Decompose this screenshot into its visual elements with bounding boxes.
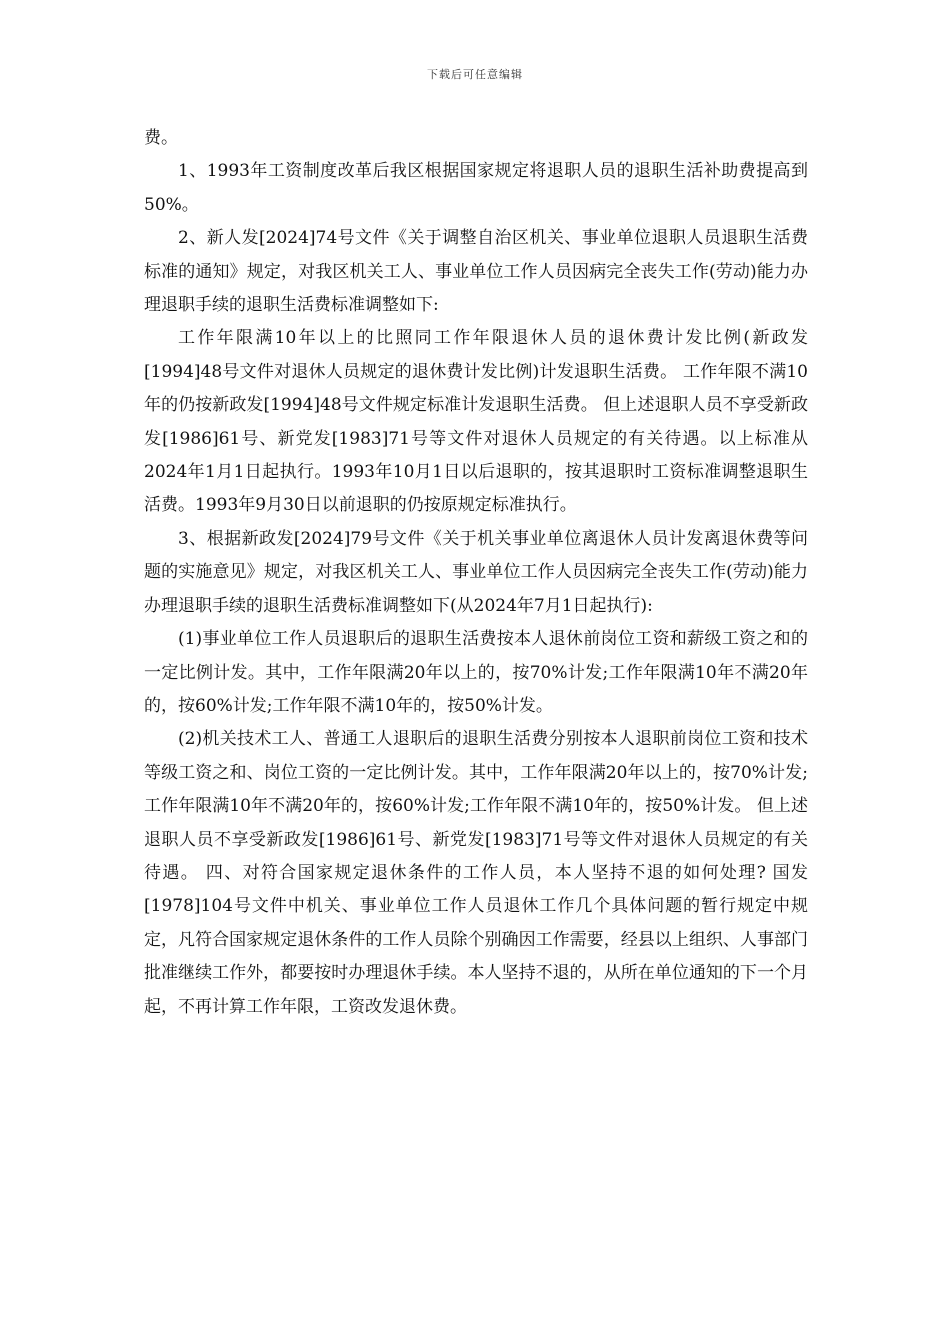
paragraph-item-2: 2、新人发[2024]74号文件《关于调整自治区机关、事业单位退职人员退职生活费标准的通知》规定，对我区机关工人、事业单位工作人员因病完全丧失工作(劳动)能力办理退职手续的退职生活费标准调整如下:	[144, 228, 808, 316]
paragraph-item-3-sub-2: (2)机关技术工人、普通工人退职后的退职生活费分别按本人退职前岗位工资和技术等级工资之和、岗位工资的一定比例计发。其中，工作年限满20年以上的，按70%计发;工作年限满10年不满20年的，按60%计发;工作年限不满10年的，按50%计发。 但上述退职人员不享受新政发[1986]61号、新党发[1983]71号等文件对退休人员规定的有关待遇。 四、对符合国家规定退休条件的工作人员，本人坚持不退的如何处理? 国发[1978]104号文件中机关、事业单位工作人员退休工作几个具体问题的暂行规定中规定，凡符合国家规定退休条件的工作人员除个别确因工作需要，经县以上组织、人事部门批准继续工作外，都要按时办理退休手续。本人坚持不退的，从所在单位通知的下一个月起，不再计算工作年限，工资改发退休费。	[144, 729, 808, 1017]
paragraph-item-3: 3、根据新政发[2024]79号文件《关于机关事业单位离退休人员计发离退休费等问题的实施意见》规定，对我区机关工人、事业单位工作人员因病完全丧失工作(劳动)能力办理退职手续的退职生活费标准调整如下(从2024年7月1日起执行):	[144, 528, 808, 616]
paragraph-item-2-detail: 工作年限满10年以上的比照同工作年限退休人员的退休费计发比例(新政发[1994]48号文件对退休人员规定的退休费计发比例)计发退职生活费。 工作年限不满10年的仍按新政发[1994]48号文件规定标准计发退职生活费。 但上述退职人员不享受新政发[1986]61号、新党发[1983]71号等文件对退休人员规定的有关待遇。以上标准从2024年1月1日起执行。1993年10月1日以后退职的，按其退职时工资标准调整退职生活费。1993年9月30日以前退职的仍按原规定标准执行。	[144, 328, 808, 516]
document-body	[144, 122, 808, 1024]
paragraph-item-1: 1、1993年工资制度改革后我区根据国家规定将退职人员的退职生活补助费提高到50%。	[144, 161, 808, 215]
page-header: 下载后可任意编辑	[427, 68, 523, 81]
paragraph-continuation: 费。	[144, 128, 178, 148]
paragraph-item-3-sub-1: (1)事业单位工作人员退职后的退职生活费按本人退休前岗位工资和薪级工资之和的一定比例计发。其中，工作年限满20年以上的，按70%计发;工作年限满10年不满20年的，按60%计发;工作年限不满10年的，按50%计发。	[144, 629, 808, 716]
